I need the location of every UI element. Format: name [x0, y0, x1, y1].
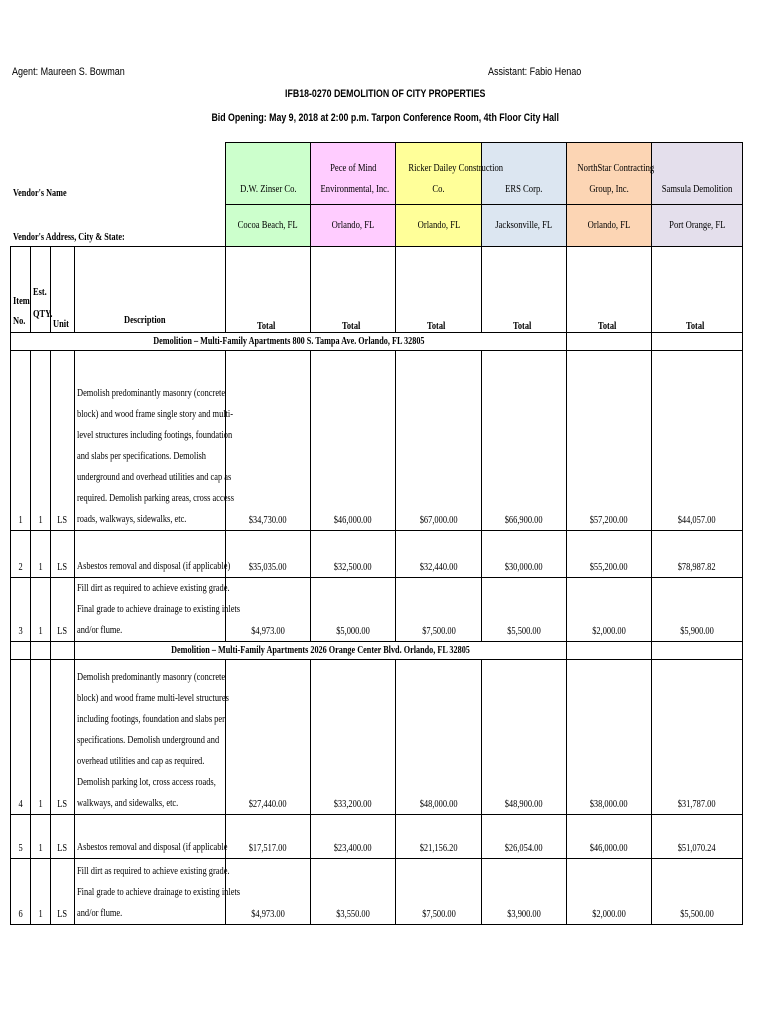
vendor-total-4: $48,900.00	[482, 660, 567, 815]
vendor-total-1: $4,973.00	[226, 578, 311, 642]
item-number: 1	[11, 351, 31, 531]
item-quantity: 1	[31, 531, 51, 578]
total-header-3: Total	[396, 247, 482, 333]
item-quantity: 1	[31, 351, 51, 531]
vendor-total-5: $46,000.00	[567, 815, 652, 859]
item-unit: LS	[51, 660, 75, 815]
item-description: Fill dirt as required to achieve existing grade. Final grade to achieve drainage to existing inlets and/or flume.	[75, 859, 226, 925]
vendor-total-4: $66,900.00	[482, 351, 567, 531]
item-description: Asbestos removal and disposal (if applicable	[75, 815, 226, 859]
assistant-label: Assistant: Fabio Henao	[488, 66, 582, 78]
bid-opening-line: Bid Opening: May 9, 2018 at 2:00 p.m. Tarpon Conference Room, 4th Floor City Hall	[211, 112, 559, 124]
vendor-total-2: $23,400.00	[311, 815, 396, 859]
item-unit: LS	[51, 531, 75, 578]
vendor-address-1	[226, 205, 311, 247]
item-unit: LS	[51, 815, 75, 859]
vendor-total-3: $32,440.00	[396, 531, 482, 578]
total-header-2: Total	[311, 247, 396, 333]
vendor-name-3	[396, 143, 504, 205]
line-item-row	[11, 815, 743, 859]
column-header-row	[11, 247, 743, 333]
vendor-address-2	[311, 205, 396, 247]
total-header-5: Total	[567, 247, 652, 333]
section-spacer	[567, 333, 652, 351]
vendor-name-line: Environmental, Inc.	[320, 184, 390, 195]
vendor-address-text: Jacksonville, FL	[495, 220, 553, 231]
vendor-total-6: $51,070.24	[652, 815, 743, 859]
document-title: IFB18-0270 DEMOLITION OF CITY PROPERTIES	[284, 88, 486, 100]
vendor-total-6: $5,500.00	[652, 859, 743, 925]
vendor-address-4	[482, 205, 567, 247]
section-spacer	[567, 642, 652, 660]
total-header-6: Total	[652, 247, 743, 333]
vendor-total-1: $34,730.00	[226, 351, 311, 531]
item-unit: LS	[51, 859, 75, 925]
item-description: Fill dirt as required to achieve existing grade. Final grade to achieve drainage to existing inlets and/or flume.	[75, 578, 226, 642]
item-description: Asbestos removal and disposal (if applicable)	[75, 531, 226, 578]
vendor-total-3: $21,156.20	[396, 815, 482, 859]
vendor-name-line: Group, Inc.	[589, 184, 629, 195]
line-item-row	[11, 660, 743, 815]
item-quantity: 1	[31, 578, 51, 642]
vendor-total-3: $7,500.00	[396, 859, 482, 925]
vendor-address-text: Orlando, FL	[417, 220, 460, 231]
section-spacer	[652, 642, 743, 660]
vendor-total-4: $26,054.00	[482, 815, 567, 859]
section-spacer	[652, 333, 743, 351]
line-item-row	[11, 351, 743, 531]
item-number: 2	[11, 531, 31, 578]
item-quantity: 1	[31, 660, 51, 815]
vendor-name-line: NorthStar Contracting	[577, 163, 655, 174]
vendor-name-1	[226, 143, 311, 205]
vendor-total-4: $30,000.00	[482, 531, 567, 578]
vendor-name-6	[652, 143, 743, 205]
vendor-address-5	[567, 205, 652, 247]
vendor-address-text: Port Orange, FL	[668, 220, 726, 231]
item-quantity: 1	[31, 815, 51, 859]
vendor-total-5: $2,000.00	[567, 859, 652, 925]
vendor-total-5: $38,000.00	[567, 660, 652, 815]
vendor-total-4: $3,900.00	[482, 859, 567, 925]
section-header-row	[11, 333, 743, 351]
total-header-1: Total	[226, 247, 311, 333]
item-description: Demolish predominantly masonry (concrete block) and wood frame single story and multi- level structures including footings, foundation and slabs per specifications. Demolish underground and overhead utilities and cap as required. Demolish parking areas, cross access roads, walkways, sidewalks, etc.	[75, 351, 226, 531]
vendor-total-3: $7,500.00	[396, 578, 482, 642]
vendor-total-4: $5,500.00	[482, 578, 567, 642]
vendor-total-1: $17,517.00	[226, 815, 311, 859]
item-description: Demolish predominantly masonry (concrete block) and wood frame multi-level structures including footings, foundation and slabs per specifications. Demolish underground and overhead utilities and cap as required. Demolish parking lot, cross access roads, walkways, and sidewalks, etc.	[75, 660, 226, 815]
item-unit: LS	[51, 351, 75, 531]
vendor-total-2: $5,000.00	[311, 578, 396, 642]
vendor-name-2	[311, 143, 396, 205]
vendor-total-5: $57,200.00	[567, 351, 652, 531]
section-spacer	[11, 642, 31, 660]
vendor-total-2: $3,550.00	[311, 859, 396, 925]
line-item-row	[11, 859, 743, 925]
bid-tabulation-table	[10, 142, 743, 925]
vendor-total-5: $55,200.00	[567, 531, 652, 578]
vendor-name-line: D.W. Zinser Co.	[239, 184, 297, 195]
item-quantity: 1	[31, 859, 51, 925]
vendor-total-1: $4,973.00	[226, 859, 311, 925]
vendor-name-5	[567, 143, 655, 205]
section-title: Demolition – Multi-Family Apartments 2026 Orange Center Blvd. Orlando, FL 32805	[75, 642, 567, 660]
vendor-total-2: $46,000.00	[311, 351, 396, 531]
vendor-address-row	[11, 205, 743, 247]
vendor-total-1: $27,440.00	[226, 660, 311, 815]
section-spacer	[31, 642, 51, 660]
vendor-name-line: Co.	[432, 184, 445, 195]
line-item-row	[11, 578, 743, 642]
vendor-total-5: $2,000.00	[567, 578, 652, 642]
vendor-total-3: $67,000.00	[396, 351, 482, 531]
item-number: 4	[11, 660, 31, 815]
vendor-total-6: $44,057.00	[652, 351, 743, 531]
vendor-address-label: Vendor's Address, City & State:	[12, 232, 125, 243]
vendor-address-text: Orlando, FL	[587, 220, 631, 231]
item-no-header: Item No.	[11, 247, 31, 333]
vendor-name-row	[11, 143, 743, 205]
section-title: Demolition – Multi-Family Apartments 800 S. Tampa Ave. Orlando, FL 32805	[11, 333, 567, 351]
line-item-row	[11, 531, 743, 578]
vendor-total-2: $33,200.00	[311, 660, 396, 815]
vendor-address-text: Orlando, FL	[331, 220, 375, 231]
section-header-row	[11, 642, 743, 660]
vendor-name-line: Pece of Mind	[329, 163, 377, 174]
vendor-total-6: $31,787.00	[652, 660, 743, 815]
total-header-4: Total	[482, 247, 567, 333]
vendor-total-3: $48,000.00	[396, 660, 482, 815]
vendor-name-line: Ricker Dailey Construction	[408, 163, 504, 174]
vendor-name-line: ERS Corp.	[505, 184, 543, 195]
item-number: 3	[11, 578, 31, 642]
item-number: 5	[11, 815, 31, 859]
vendor-total-2: $32,500.00	[311, 531, 396, 578]
agent-label: Agent: Maureen S. Bowman	[12, 66, 125, 78]
description-header: Description	[75, 247, 226, 333]
vendor-total-6: $78,987.82	[652, 531, 743, 578]
vendor-name-line: Samsula Demolition	[661, 184, 733, 195]
vendor-address-text: Cocoa Beach, FL	[237, 220, 299, 231]
item-number: 6	[11, 859, 31, 925]
qty-header: Est. QTY.	[31, 247, 51, 333]
vendor-name-label: Vendor's Name	[12, 187, 67, 199]
vendor-address-3	[396, 205, 482, 247]
vendor-total-6: $5,900.00	[652, 578, 743, 642]
vendor-address-6	[652, 205, 743, 247]
item-unit: LS	[51, 578, 75, 642]
vendor-total-1: $35,035.00	[226, 531, 311, 578]
unit-header: Unit	[51, 247, 75, 333]
section-spacer	[51, 642, 75, 660]
